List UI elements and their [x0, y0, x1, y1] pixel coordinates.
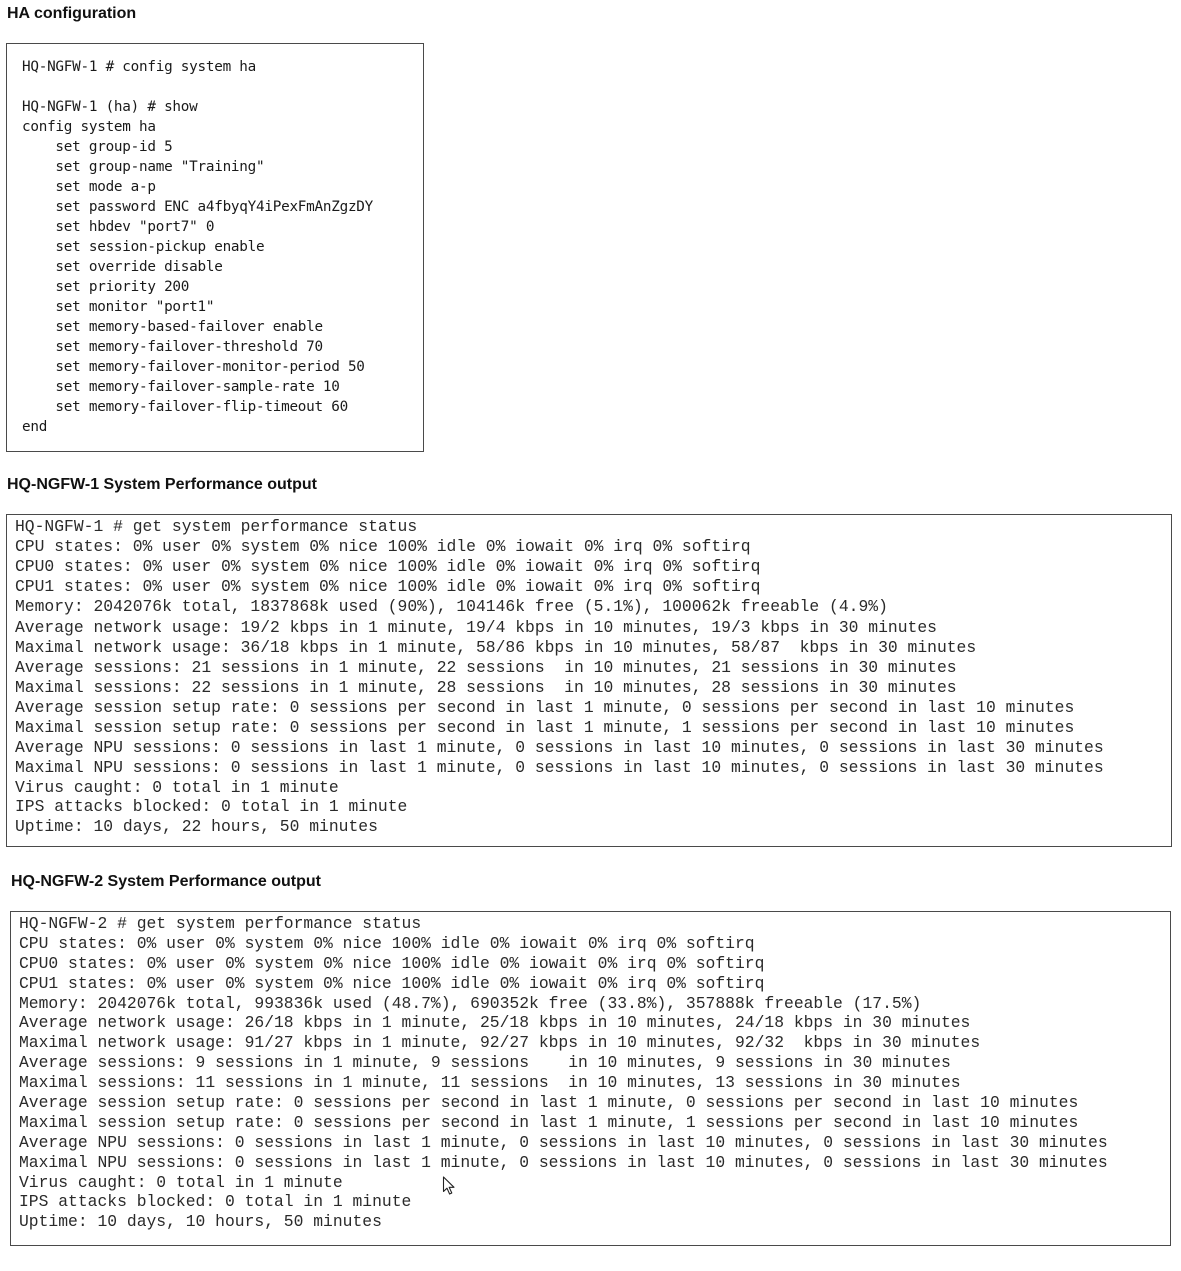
ngfw2-output-line: CPU1 states: 0% user 0% system 0% nice 100% idle 0% iowait 0% irq 0% softirq: [19, 973, 765, 993]
ha-config-line: set memory-based-failover enable: [22, 319, 323, 335]
ha-config-line: end: [22, 419, 48, 435]
ngfw1-output-line: Maximal session setup rate: 0 sessions per second in last 1 minute, 1 sessions per second in last 10 minutes: [15, 717, 1075, 737]
ngfw1-output-line: IPS attacks blocked: 0 total in 1 minute: [15, 797, 408, 817]
ha-configuration-title: HA configuration: [7, 5, 137, 22]
ngfw1-output-line: Average NPU sessions: 0 sessions in last 1 minute, 0 sessions in last 10 minutes, 0 sessions in last 30 minutes: [15, 737, 1104, 757]
ha-config-line: [22, 77, 423, 97]
ngfw2-output-line: Memory: 2042076k total, 993836k used (48.7%), 690352k free (33.8%), 357888k freeable (17.5%): [19, 993, 922, 1013]
ha-config-line: set password ENC a4fbyqY4iPexFmAnZgzDY: [22, 199, 374, 215]
ngfw1-output-line: HQ-NGFW-1 # get system performance status: [15, 517, 418, 536]
ha-config-line: set memory-failover-sample-rate 10: [22, 379, 340, 395]
ngfw2-output-line: Maximal session setup rate: 0 sessions per second in last 1 minute, 1 sessions per second in last 10 minutes: [19, 1112, 1079, 1132]
ha-config-line: set group-name "Training": [22, 159, 265, 175]
ha-config-line: set monitor "port1": [22, 299, 215, 315]
ngfw2-output-line: Maximal NPU sessions: 0 sessions in last 1 minute, 0 sessions in last 10 minutes, 0 sessions in last 30 minutes: [19, 1152, 1108, 1172]
ha-config-line: config system ha: [22, 119, 156, 135]
ngfw1-performance-title: HQ-NGFW-1 System Performance output: [7, 476, 317, 493]
ha-config-line: set memory-failover-flip-timeout 60: [22, 399, 348, 415]
ha-config-output: [6, 43, 424, 452]
ngfw1-output-line: CPU0 states: 0% user 0% system 0% nice 100% idle 0% iowait 0% irq 0% softirq: [15, 556, 761, 576]
ngfw1-performance-output: [6, 514, 1172, 847]
ha-config-line: set hbdev "port7" 0: [22, 219, 215, 235]
ngfw2-output-line: Maximal network usage: 91/27 kbps in 1 minute, 92/27 kbps in 10 minutes, 92/32 kbps in 30 minutes: [19, 1033, 981, 1053]
ngfw1-output-line: Virus caught: 0 total in 1 minute: [15, 777, 339, 797]
ngfw1-output-line: Average sessions: 21 sessions in 1 minute, 22 sessions in 10 minutes, 21 sessions in 30 minutes: [15, 658, 957, 678]
ngfw1-output-line: Average network usage: 19/2 kbps in 1 minute, 19/4 kbps in 10 minutes, 19/3 kbps in 30 minutes: [15, 618, 937, 638]
ngfw1-output-line: CPU states: 0% user 0% system 0% nice 100% idle 0% iowait 0% irq 0% softirq: [15, 536, 751, 556]
ngfw2-output-line: Virus caught: 0 total in 1 minute: [19, 1172, 343, 1192]
ha-config-line: set override disable: [22, 259, 223, 275]
ha-config-line: HQ-NGFW-1 (ha) # show: [22, 99, 198, 115]
ngfw1-output-line: Maximal NPU sessions: 0 sessions in last 1 minute, 0 sessions in last 10 minutes, 0 sessions in last 30 minutes: [15, 757, 1104, 777]
ngfw2-output-line: Uptime: 10 days, 10 hours, 50 minutes: [19, 1212, 382, 1232]
ngfw1-output-line: Maximal sessions: 22 sessions in 1 minute, 28 sessions in 10 minutes, 28 sessions in 30 minutes: [15, 678, 957, 698]
ha-config-line: set session-pickup enable: [22, 239, 265, 255]
ngfw2-output-line: Average NPU sessions: 0 sessions in last 1 minute, 0 sessions in last 10 minutes, 0 sessions in last 30 minutes: [19, 1132, 1108, 1152]
ha-config-line: HQ-NGFW-1 # config system ha: [22, 59, 257, 75]
ngfw2-performance-title: HQ-NGFW-2 System Performance output: [11, 873, 321, 890]
ngfw1-output-line: Maximal network usage: 36/18 kbps in 1 minute, 58/86 kbps in 10 minutes, 58/87 kbps in 30 minutes: [15, 638, 977, 658]
mouse-pointer-icon: [442, 1176, 456, 1196]
ngfw1-output-line: CPU1 states: 0% user 0% system 0% nice 100% idle 0% iowait 0% irq 0% softirq: [15, 576, 761, 596]
ngfw2-output-line: Average network usage: 26/18 kbps in 1 minute, 25/18 kbps in 10 minutes, 24/18 kbps in 30 minutes: [19, 1013, 971, 1033]
ngfw2-output-line: HQ-NGFW-2 # get system performance status: [19, 914, 422, 933]
ngfw2-output-line: CPU states: 0% user 0% system 0% nice 100% idle 0% iowait 0% irq 0% softirq: [19, 933, 755, 953]
ngfw2-output-line: IPS attacks blocked: 0 total in 1 minute: [19, 1192, 412, 1212]
ngfw1-output-line: Memory: 2042076k total, 1837868k used (90%), 104146k free (5.1%), 100062k freeable (4.9%): [15, 596, 888, 616]
ha-config-line: set mode a-p: [22, 179, 156, 195]
ha-config-line: set memory-failover-monitor-period 50: [22, 359, 365, 375]
ha-config-line: set priority 200: [22, 279, 190, 295]
ngfw1-output-line: Average session setup rate: 0 sessions per second in last 1 minute, 0 sessions per second in last 10 minutes: [15, 698, 1075, 718]
ha-config-line: set memory-failover-threshold 70: [22, 339, 323, 355]
ngfw2-output-line: Maximal sessions: 11 sessions in 1 minute, 11 sessions in 10 minutes, 13 sessions in 30 minutes: [19, 1073, 961, 1093]
ngfw1-output-line: Uptime: 10 days, 22 hours, 50 minutes: [15, 817, 378, 837]
ngfw2-performance-output: [10, 911, 1171, 1246]
ngfw2-output-line: CPU0 states: 0% user 0% system 0% nice 100% idle 0% iowait 0% irq 0% softirq: [19, 953, 765, 973]
ngfw2-output-line: Average sessions: 9 sessions in 1 minute, 9 sessions in 10 minutes, 9 sessions in 30 minutes: [19, 1053, 951, 1073]
ngfw2-output-line: Average session setup rate: 0 sessions per second in last 1 minute, 0 sessions per second in last 10 minutes: [19, 1093, 1079, 1113]
ha-config-line: set group-id 5: [22, 139, 173, 155]
